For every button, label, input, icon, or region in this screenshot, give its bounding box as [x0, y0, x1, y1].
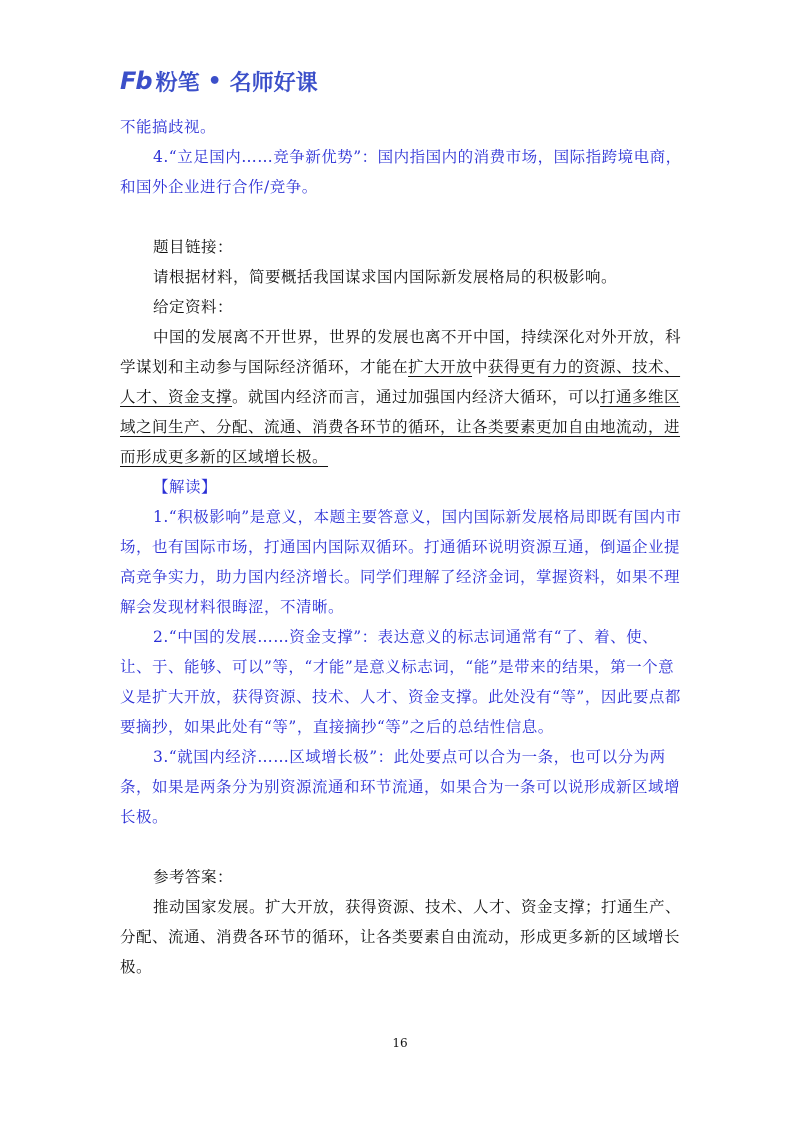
question-link-label: 题目链接： — [153, 238, 234, 256]
reference-answer-text: 推动国家发展。扩大开放，获得资源、技术、人才、资金支撑；打通生产、分配、流通、消费各环节的循环，让各类要素自由流动，形成更多新的区域增长极。 — [120, 898, 682, 976]
given-material-text — [120, 322, 690, 472]
material-part-a: 中国的发展离不开世界，世界的发展也离不开中国，持续深化对外开放，科学谋划和主动参与国际经济循环，才能在 — [120, 328, 682, 376]
document-body — [120, 112, 690, 982]
material-underline-1: 扩大开放 — [408, 358, 473, 376]
page-number: 16 — [392, 1036, 408, 1050]
spacer — [120, 202, 690, 232]
material-underline-2: 获得更有力的资源、技术、人才、资金支撑 — [120, 358, 681, 406]
interpretation-2: 2.“中国的发展……资金支撑”：表达意义的标志词通常有“了、着、使、让、于、能够、可以”等，“才能”是意义标志词，“能”是带来的结果，第一个意义是扩大开放，获得资源、技术、人才、资金支撑。此处没有“等”，因此要点都要摘抄，如果此处有“等”，直接摘抄“等”之后的总结性信息。 — [120, 628, 681, 736]
interpretation-label: 【解读】 — [153, 478, 218, 496]
material-part-b: 中 — [472, 358, 489, 376]
question-text: 请根据材料，简要概括我国谋求国内国际新发展格局的积极影响。 — [153, 268, 618, 286]
interpretation-1: 1.“积极影响”是意义，本题主要答意义，国内国际新发展格局即既有国内市场，也有国际市场，打通国内国际双循环。打通循环说明资源互通，倒逼企业提高竞争实力，助力国内经济增长。同学们理解了经济金词，掌握资料，如果不理解会发现材料很晦涩，不清晰。 — [120, 508, 682, 616]
logo-slogan: 名师好课 — [229, 70, 318, 96]
interpretation-3: 3.“就国内经济……区域增长极”：此处要点可以合为一条，也可以分为两条，如果是两条分为别资源流通和环节流通，如果合为一条可以说形成新区域增长极。 — [120, 748, 681, 826]
logo-mark: Fb — [120, 67, 152, 95]
paragraph-continued: 不能搞歧视。 — [120, 118, 217, 136]
material-part-c: 。就国内经济而言，通过加强国内经济大循环，可以 — [232, 388, 601, 406]
material-underline-3: 打通多维区域之间生产、分配、流通、消费各环节的循环，让各类要素更加自由地流动，进而形成更多新的区域增长极。 — [120, 388, 681, 466]
logo-dot: • — [207, 68, 222, 94]
logo-brand: 粉笔 — [155, 70, 200, 96]
given-material-label: 给定资料： — [153, 298, 234, 316]
fenbi-logo — [120, 66, 318, 96]
note-4: 4.“立足国内……竞争新优势”：国内指国内的消费市场，国际指跨境电商，和国外企业进行合作/竞争。 — [120, 148, 682, 196]
reference-answer-label: 参考答案： — [153, 868, 234, 886]
spacer — [120, 832, 690, 862]
